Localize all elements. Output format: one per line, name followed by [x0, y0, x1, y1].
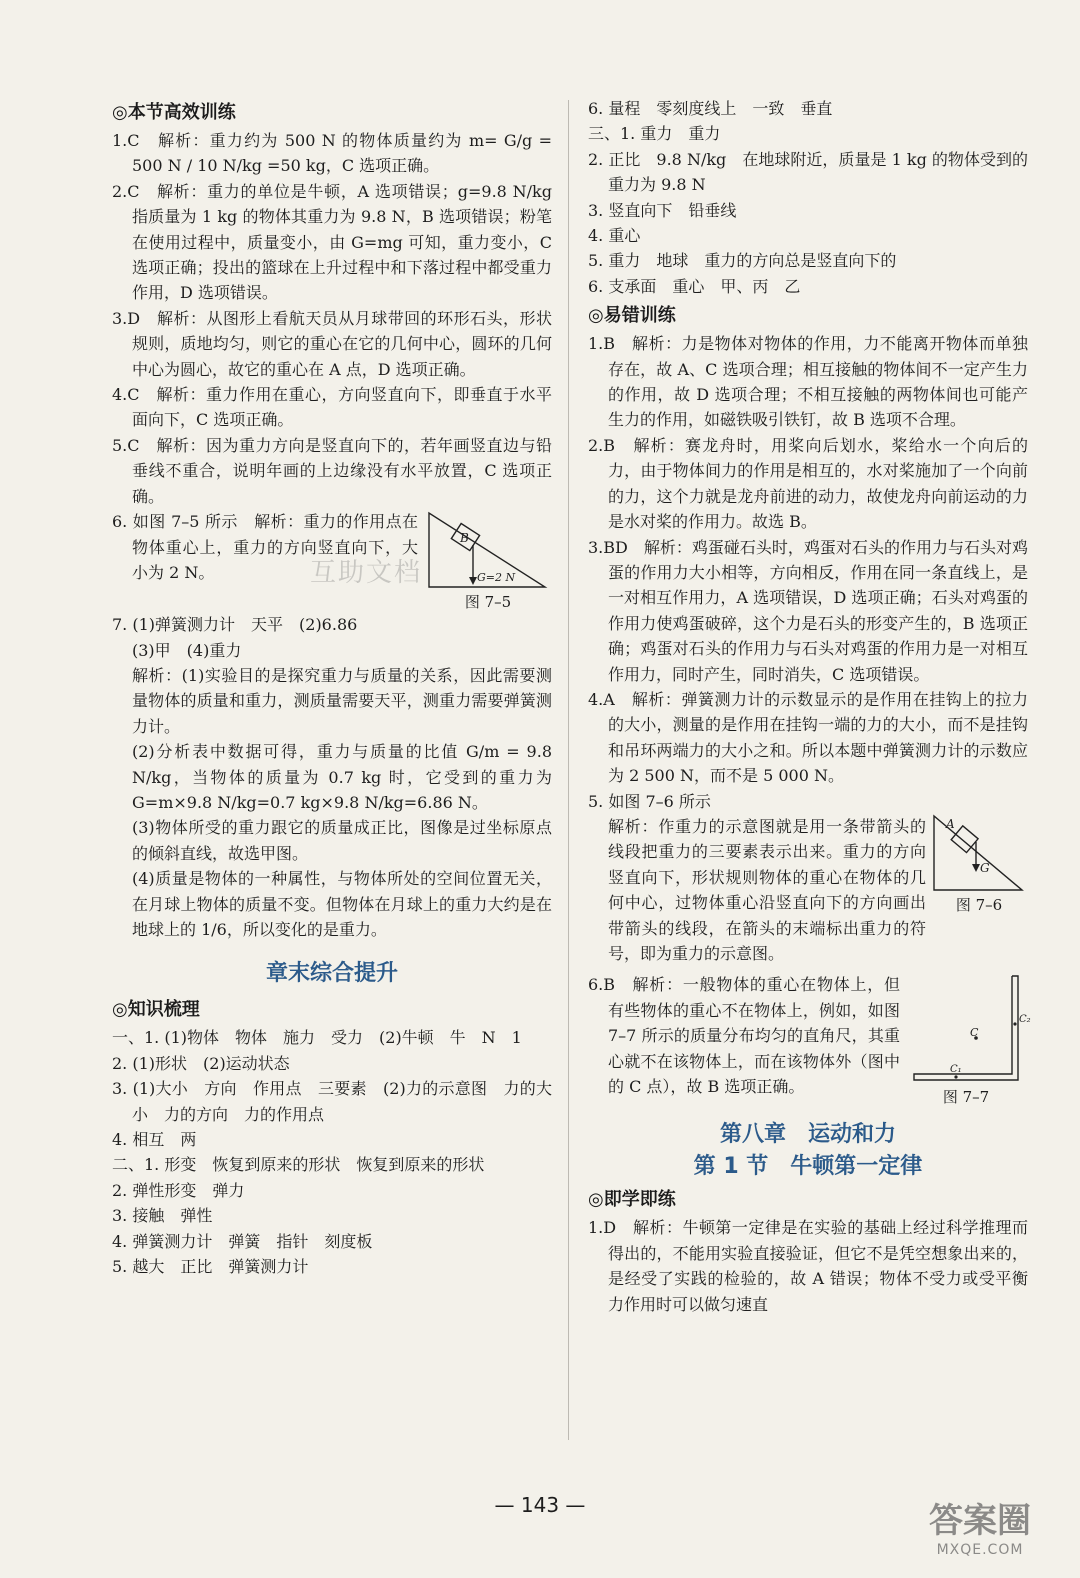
answer-item-7-analysis-3: (3)物体所受的重力跟它的质量成正比，图像是过坐标原点的倾斜直线，故选甲图。 [132, 818, 552, 863]
summary-line-1: 一、1. (1)物体 物体 施力 受力 (2)牛顿 牛 N 1 [112, 1028, 522, 1048]
watermark-text: 互助文档 [310, 558, 423, 588]
answer-item-5: 5.C 解析：因为重力方向是竖直向下的，若年画竖直边与铅垂线不重合，说明年画的上边缘没有水平放置，C 选项正确。 [112, 435, 552, 506]
fig77-label-c2: C₂ [1019, 1014, 1031, 1026]
answer-item-7-analysis-2: (2)分析表中数据可得，重力与质量的比值 G/m = 9.8 N/kg，当物体的质量为 0.7 kg 时，它受到的重力为 G=m×9.8 N/kg=0.7 kg×9.8 N/kg=6.86 N。 [132, 742, 552, 812]
error-item-4: 4.A 解析：弹簧测力计的示数显示的是作用在挂钩上的拉力的大小，测量的是作用在挂钩一端的力的大小，而不是挂钩和吊环两端力的大小之和。所以本题中弹簧测力计的示数应为 2 500 N，而不是 5 000 N。 [588, 689, 1028, 786]
figure-7-7 [904, 972, 1031, 1107]
error-item-5-analysis: 解析：作重力的示意图就是用一条带箭头的线段把重力的三要素表示出来。重力的方向竖直向下，形状规则物体的重心在物体的几何中心，过物体重心沿竖直向下的方向画出带箭头的线段，在箭头的末端标出重力的符号，即为重力的示意图。 [608, 816, 926, 963]
error-item-2: 2.B 解析：赛龙舟时，用桨向后划水，桨给水一个向后的力，由于物体间力的作用是相互的，水对桨施加了一个向前的力，这个力就是龙舟前进的动力，故使龙舟向前运动的力是水对桨的作用力。故选 B。 [588, 435, 1028, 532]
fig75-label-g: G=2 N [477, 571, 516, 585]
answer-item-7-line2: (3)甲 (4)重力 [132, 640, 242, 660]
corner-watermark [890, 1500, 1070, 1570]
figure-7-7-drawing [906, 972, 1031, 1086]
summary-line-5: 二、1. 形变 恢复到原来的形状 恢复到原来的形状 [112, 1155, 485, 1175]
error-item-3: 3.BD 解析：鸡蛋碰石头时，鸡蛋对石头的作用力与石头对鸡蛋的作用力大小相等，方向相反，作用在同一条直线上，是一对相互作用力，A 选项错误，D 选项正确；石头对鸡蛋的作用力使鸡蛋破碎，这个力是石头的形变产生的，B 选项正确；鸡蛋对石头的作用力与石头对鸡蛋的作用力是一对相互作用力，同时产生，同时消失，C 选项错误。 [588, 537, 1028, 684]
section-1-title: 第 1 节 牛顿第一定律 [693, 1154, 923, 1180]
fig75-label-b: B [460, 531, 469, 546]
practice-item-1: 1.D 解析：牛顿第一定律是在实验的基础上经过科学推理而得出的，不能用实验直接验证，但它不是凭空想象出来的，是经受了实践的检验的，故 A 错误；物体不受力或受平衡力作用时可以做匀速直 [588, 1218, 1028, 1314]
corner-watermark-logo: 答案圈 [929, 1501, 1031, 1541]
fig76-label-a: A [946, 816, 955, 831]
fig77-label-c1: C₁ [950, 1064, 962, 1076]
summary-right-line-7: 6. 支承面 重心 甲、丙 乙 [588, 276, 801, 296]
answer-item-1: 1.C 解析：重力约为 500 N 的物体质量约为 m= G/g = 500 N / 10 N/kg =50 kg，C 选项正确。 [112, 131, 552, 176]
section-title-practice: ◎即学即练 [588, 1189, 676, 1211]
answer-item-7-line1: 7. (1)弹簧测力计 天平 (2)6.86 [112, 615, 358, 635]
error-item-1: 1.B 解析：力是物体对物体的作用，力不能离开物体而单独存在，故 A、C 选项合理；相互接触的物体间不一定产生力的作用，故 D 选项合理；不相互接触的两物体间也可能产生力的作用，如磁铁吸引铁钉，故 B 选项不合理。 [588, 334, 1028, 430]
left-column [112, 96, 552, 1279]
right-column [588, 96, 1031, 1317]
error-item-6-row [588, 972, 1031, 1107]
answer-item-7-analysis-4: (4)质量是物体的一种属性，与物体所处的空间位置无关，在月球上物体的质量不变。但物体在月球上的重力大约是在地球上的 1/6，所以变化的是重力。 [132, 869, 552, 939]
summary-right-line-4: 3. 竖直向下 铅垂线 [588, 200, 737, 220]
summary-line-4: 4. 相互 两 [112, 1130, 197, 1149]
figure-7-5 [424, 509, 552, 612]
page-number: — 143 — [494, 1493, 586, 1517]
summary-line-7: 3. 接触 弹性 [112, 1206, 213, 1226]
figure-7-6 [930, 814, 1028, 915]
answer-item-7-analysis-1: 解析：(1)实验目的是探究重力与质量的关系，因此需要测量物体的质量和重力，测质量需要天平，测重力需要弹簧测力计。 [132, 665, 552, 736]
figure-7-5-caption: 图 7–5 [464, 593, 512, 612]
chapter-8-title: 第八章 运动和力 [719, 1122, 896, 1148]
figure-7-7-caption: 图 7–7 [942, 1088, 990, 1107]
figure-7-5-drawing [427, 509, 549, 591]
summary-line-6: 2. 弹性形变 弹力 [112, 1180, 245, 1200]
summary-right-line-5: 4. 重心 [588, 226, 641, 246]
figure-7-6-drawing [932, 814, 1026, 894]
error-item-6: 6.B 解析：一般物体的重心在物体上，但有些物体的重心不在物体上，例如，如图 7–7 所示的质量分布均匀的直角尺，其重心就不在该物体上，而在该物体外（图中的 C 点），故 B 选项正确。 [588, 975, 900, 1097]
summary-line-9: 5. 越大 正比 弹簧测力计 [112, 1257, 309, 1277]
column-divider [568, 100, 569, 1440]
summary-right-line-2: 三、1. 重力 重力 [588, 124, 721, 144]
answer-item-4: 4.C 解析：重力作用在重心，方向竖直向下，即垂直于水平面向下，C 选项正确。 [112, 385, 552, 430]
answer-item-6: 6. 如图 7–5 所示 解析：重力的作用点在物体重心上，重力的方向竖直向下，大小为 2 N。 [112, 512, 418, 582]
answer-item-2: 2.C 解析：重力的单位是牛顿，A 选项错误；g=9.8 N/kg 指质量为 1 kg 的物体其重力为 9.8 N，B 选项错误；粉笔在使用过程中，质量变小，由 G=mg 可知，重力变小，C 选项正确；投出的篮球在上升过程中和下落过程中都受重力作用，D 选项错误。 [112, 181, 552, 303]
fig76-label-g: G [980, 860, 990, 875]
fig77-label-c: C [970, 1026, 979, 1040]
summary-line-3: 3. (1)大小 方向 作用点 三要素 (2)力的示意图 力的大小 力的方向 力的作用点 [112, 1079, 552, 1124]
error-item-5-row [588, 814, 1028, 966]
answer-item-3: 3.D 解析：从图形上看航天员从月球带回的环形石头，形状规则，质地均匀，则它的重心在它的几何中心，圆环的几何中心为圆心，故它的重心在 A 点，D 选项正确。 [112, 308, 552, 379]
summary-right-line-6: 5. 重力 地球 重力的方向总是竖直向下的 [588, 251, 897, 271]
corner-watermark-url: MXQE.COM [936, 1542, 1024, 1558]
summary-right-line-1: 6. 量程 零刻度线上 一致 垂直 [588, 99, 833, 118]
section-title-knowledge: ◎知识梳理 [112, 999, 200, 1021]
summary-line-8: 4. 弹簧测力计 弹簧 指针 刻度板 [112, 1231, 373, 1251]
figure-7-6-caption: 图 7–6 [955, 895, 1003, 914]
section-title-error-training: ◎易错训练 [588, 305, 676, 327]
chapter-summary-title: 章末综合提升 [265, 961, 398, 987]
section-title-efficient-training: ◎本节高效训练 [112, 102, 236, 123]
summary-right-line-3: 2. 正比 9.8 N/kg 在地球附近，质量是 1 kg 的物体受到的重力为 9.8 N [588, 149, 1028, 195]
error-item-5: 5. 如图 7–6 所示 [588, 791, 711, 811]
summary-line-2: 2. (1)形状 (2)运动状态 [112, 1053, 290, 1073]
